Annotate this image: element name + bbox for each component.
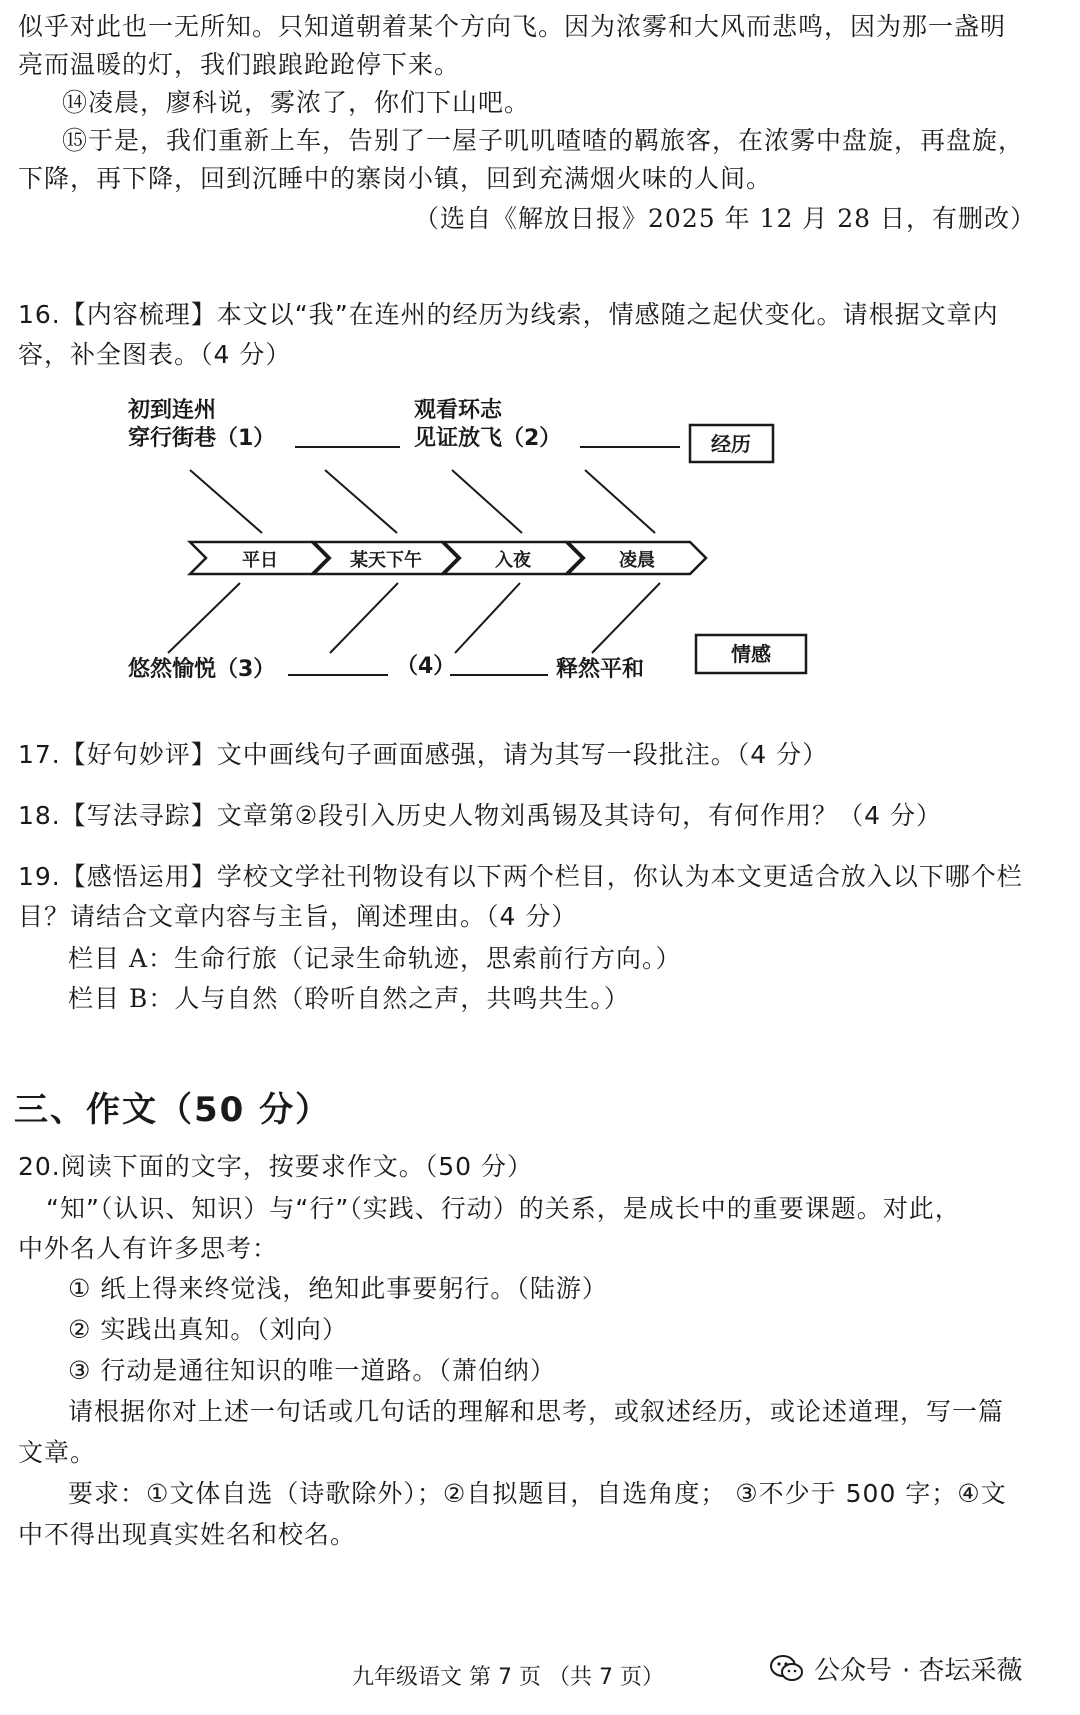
wechat-account-name: · 杏坛采薇 (902, 1656, 1023, 1686)
passage-paragraph-15: ⑮于是，我们重新上车，告别了一屋子叽叽喳喳的羁旅客，在浓雾中盘旋，再盘旋， (62, 126, 1025, 155)
box-emotion-label: 情感 (731, 642, 771, 666)
arrow-dawn-label: 凌晨 (619, 550, 655, 571)
label-blank-4: （4） (396, 654, 456, 679)
bone-bottom-1 (168, 583, 240, 653)
passage-paragraph-14: ⑭凌晨，廖科说，雾浓了，你们下山吧。 (62, 88, 531, 117)
wechat-watermark (770, 1650, 1023, 1687)
label-leisurely-joy: 悠然愉悦（3） (128, 657, 276, 682)
question-19-option-b: 栏目 B：人与自然（聆听自然之声，共鸣共生。） (68, 984, 630, 1013)
label-walk-streets: 穿行街巷（1） (128, 426, 276, 451)
bone-bottom-2 (330, 583, 398, 653)
bone-bottom-3 (455, 583, 520, 653)
question-16-line-2: 容，补全图表。（4 分） (18, 340, 292, 369)
bone-top-3 (452, 470, 522, 533)
essay-requirements-line-2: 中不得出现真实姓名和校名。 (18, 1520, 357, 1549)
essay-task-line-1: 请根据你对上述一句话或几句话的理解和思考，或叙述经历，或论述道理，写一篇 (68, 1397, 1005, 1426)
passage-line-5: 下降，再下降，回到沉睡中的寨岗小镇，回到充满烟火味的人间。 (18, 164, 773, 193)
essay-section-heading: 三、作文（50 分） (14, 1090, 332, 1130)
page-number: 九年级语文 第 7 页 （共 7 页） (352, 1665, 664, 1690)
bone-top-1 (190, 470, 262, 533)
label-first-arrival: 初到连州 (128, 398, 217, 423)
question-18: 18.【写法寻踪】文章第②段引入历史人物刘禹锡及其诗句，有何作用？（4 分） (18, 801, 943, 830)
label-witness-release: 见证放飞（2） (414, 426, 562, 451)
arrow-night-label: 入夜 (495, 550, 531, 571)
bone-top-4 (585, 470, 655, 533)
essay-quote-2: ② 实践出真知。（刘向） (68, 1315, 348, 1344)
essay-task-line-2: 文章。 (18, 1438, 97, 1467)
essay-intro-line-1: “知”（认识、知识）与“行”（实践、行动）的关系，是成长中的重要课题。对此， (46, 1194, 961, 1223)
question-17: 17.【好句妙评】文中画线句子画面感强，请为其写一段批注。（4 分） (18, 740, 829, 769)
question-19-line-1: 19.【感悟运用】学校文学社刊物设有以下两个栏目，你认为本文更适合放入以下哪个栏 (18, 862, 1023, 891)
essay-quote-3: ③ 行动是通往知识的唯一道路。（萧伯纳） (68, 1356, 556, 1385)
essay-intro-line-2: 中外名人有许多思考： (18, 1234, 279, 1263)
wechat-prefix: 公众号 (814, 1656, 893, 1686)
wechat-icon (770, 1655, 804, 1683)
passage-line-1: 似乎对此也一无所知。只知道朝着某个方向飞。因为浓雾和大风而悲鸣，因为那一盏明 (18, 12, 1007, 41)
bone-bottom-4 (592, 583, 660, 653)
essay-requirements-line-1: 要求：①文体自选（诗歌除外）；②自拟题目，自选角度； ③不少于 500 字；④文 (68, 1479, 1007, 1508)
question-19-option-a: 栏目 A：生命行旅（记录生命轨迹，思索前行方向。） (68, 944, 682, 973)
passage-source: （选自《解放日报》2025 年 12 月 28 日，有删改） (414, 204, 1036, 233)
essay-quote-1: ① 纸上得来终觉浅，绝知此事要躬行。（陆游） (68, 1274, 608, 1303)
label-relieved-calm: 释然平和 (556, 657, 645, 682)
fishbone-diagram (0, 395, 1080, 695)
label-watch-banding: 观看环志 (414, 398, 503, 423)
question-16-line-1: 16.【内容梳理】本文以“我”在连州的经历为线索，情感随之起伏变化。请根据文章内 (18, 300, 999, 329)
bone-top-2 (325, 470, 397, 533)
question-20: 20.阅读下面的文字，按要求作文。（50 分） (18, 1152, 534, 1181)
arrow-weekday-label: 平日 (242, 550, 278, 571)
arrow-afternoon-label: 某天下午 (350, 550, 422, 571)
box-experience-label: 经历 (711, 432, 751, 456)
passage-line-2: 亮而温暖的灯，我们踉踉跄跄停下来。 (18, 50, 461, 79)
question-19-line-2: 目？请结合文章内容与主旨，阐述理由。（4 分） (18, 902, 578, 931)
